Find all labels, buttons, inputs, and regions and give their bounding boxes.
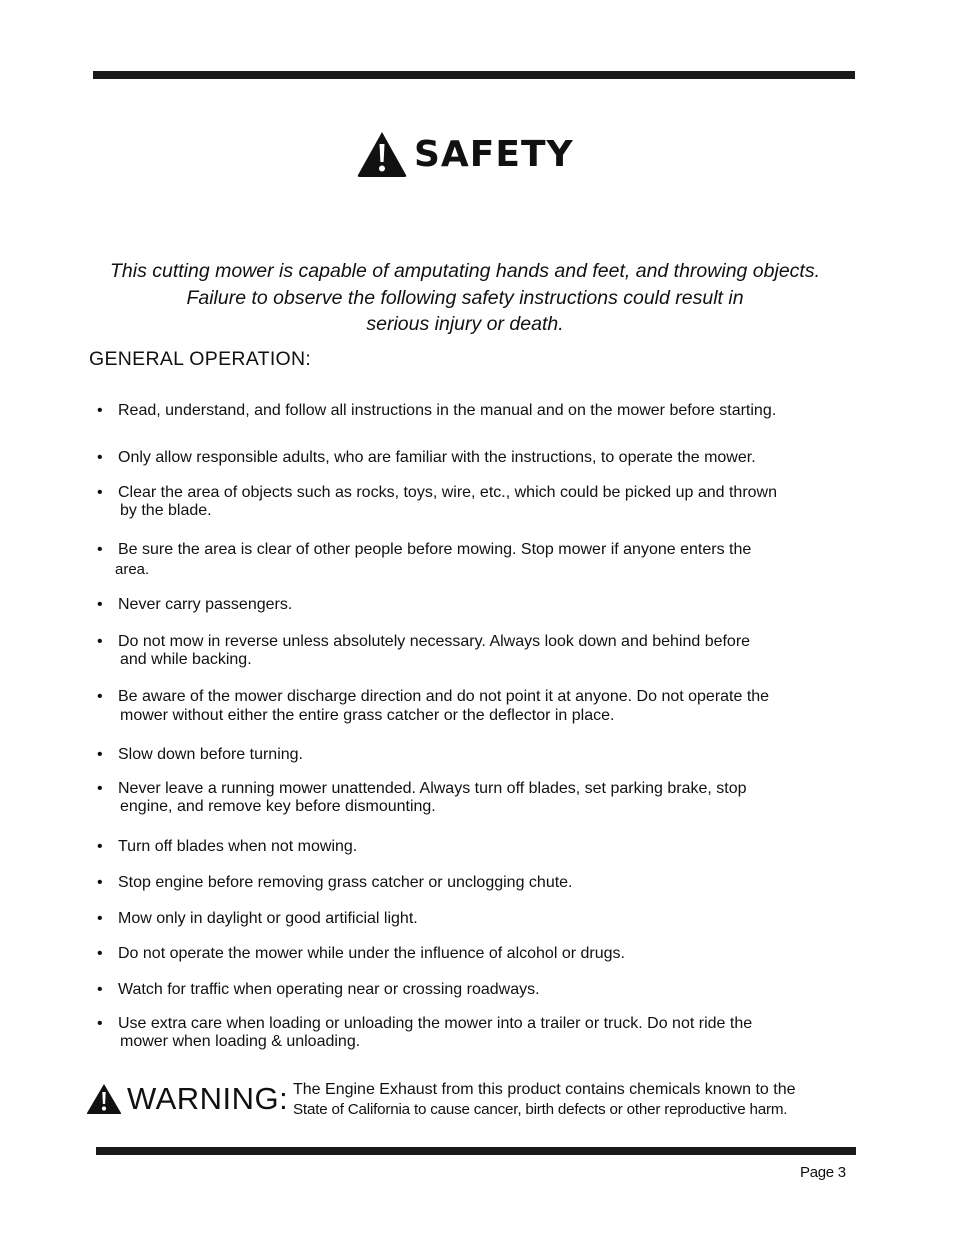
warning-line-1: The Engine Exhaust from this product contains chemicals known to the <box>293 1081 796 1098</box>
list-item-line-1: Only allow responsible adults, who are familiar with the instructions, to operate the mower. <box>118 449 756 466</box>
bullet-marker: • <box>97 1015 103 1032</box>
list-item-line-1: Stop engine before removing grass catcher or unclogging chute. <box>118 874 573 891</box>
bottom-divider <box>96 1147 856 1155</box>
list-item-line-1: Never carry passengers. <box>118 596 293 613</box>
intro-warning-text <box>80 258 850 338</box>
bullet-marker: • <box>97 746 103 763</box>
list-item-line-2: mower when loading & unloading. <box>120 1033 361 1050</box>
page-title: SAFETY <box>414 133 574 175</box>
list-item <box>97 780 837 816</box>
list-item-line-1: Turn off blades when not mowing. <box>118 838 358 855</box>
list-item <box>97 1015 837 1051</box>
warning-heading: WARNING: <box>127 1081 289 1116</box>
warning-message <box>293 1080 853 1120</box>
list-item-line-2: by the blade. <box>120 502 212 519</box>
list-item-line-1: Never leave a running mower unattended. Always turn off blades, set parking brake, stop <box>118 780 747 797</box>
list-item <box>97 910 837 928</box>
bullet-marker: • <box>97 688 103 705</box>
page-number: Page 3 <box>800 1164 846 1181</box>
list-item <box>97 874 837 892</box>
intro-line-2: Failure to observe the following safety instructions could result in <box>186 286 744 309</box>
warning-label <box>86 1081 288 1117</box>
list-item <box>97 746 837 764</box>
list-item <box>97 945 837 963</box>
bullet-marker: • <box>97 780 103 797</box>
bullet-marker: • <box>97 402 103 419</box>
list-item <box>97 633 837 669</box>
bullet-marker: • <box>97 945 103 962</box>
list-item-line-1: Read, understand, and follow all instructions in the manual and on the mower before starting. <box>118 402 777 419</box>
list-item-line-2: area. <box>115 561 150 578</box>
list-item-line-1: Clear the area of objects such as rocks, toys, wire, etc., which could be picked up and thrown <box>118 484 777 501</box>
bullet-marker: • <box>97 633 103 650</box>
list-item-line-1: Do not mow in reverse unless absolutely necessary. Always look down and behind before <box>118 633 751 650</box>
top-divider <box>93 71 855 79</box>
bullet-marker: • <box>97 449 103 466</box>
list-item <box>97 981 837 999</box>
intro-line-3: serious injury or death. <box>366 313 564 335</box>
bullet-marker: • <box>97 981 103 998</box>
bullet-marker: • <box>97 838 103 855</box>
bullet-marker: • <box>97 910 103 927</box>
list-item-line-1: Use extra care when loading or unloading the mower into a trailer or truck. Do not ride the <box>118 1015 753 1032</box>
bullet-marker: • <box>97 484 103 501</box>
list-item-line-1: Do not operate the mower while under the influence of alcohol or drugs. <box>118 945 625 962</box>
section-heading: GENERAL OPERATION: <box>89 348 312 370</box>
list-item-line-1: Be sure the area is clear of other people before mowing. Stop mower if anyone enters the <box>118 541 752 558</box>
list-item <box>97 838 837 856</box>
list-item-line-1: Mow only in daylight or good artificial light. <box>118 910 418 927</box>
warning-triangle-icon <box>86 1083 122 1115</box>
list-item-line-2: and while backing. <box>120 651 252 668</box>
list-item <box>97 484 837 520</box>
safety-header <box>356 128 574 180</box>
bullet-marker: • <box>97 541 103 558</box>
list-item-line-1: Watch for traffic when operating near or crossing roadways. <box>118 981 540 998</box>
list-item-line-2: engine, and remove key before dismounting. <box>120 798 436 815</box>
prop65-warning <box>86 1078 856 1128</box>
list-item <box>97 402 837 420</box>
warning-line-2: State of California to cause cancer, birth defects or other reproductive harm. <box>293 1101 788 1118</box>
list-item <box>97 596 837 614</box>
bullet-marker: • <box>97 874 103 891</box>
list-item-line-1: Slow down before turning. <box>118 746 303 763</box>
bullet-marker: • <box>97 596 103 613</box>
list-item <box>97 688 837 725</box>
list-item <box>97 449 837 467</box>
list-item <box>97 541 837 579</box>
intro-line-1: This cutting mower is capable of amputating hands and feet, and throwing objects. <box>110 260 820 282</box>
list-item-line-2: mower without either the entire grass catcher or the deflector in place. <box>120 707 615 724</box>
warning-triangle-icon <box>356 130 408 178</box>
list-item-line-1: Be aware of the mower discharge direction and do not point it at anyone. Do not operate the <box>118 688 770 705</box>
